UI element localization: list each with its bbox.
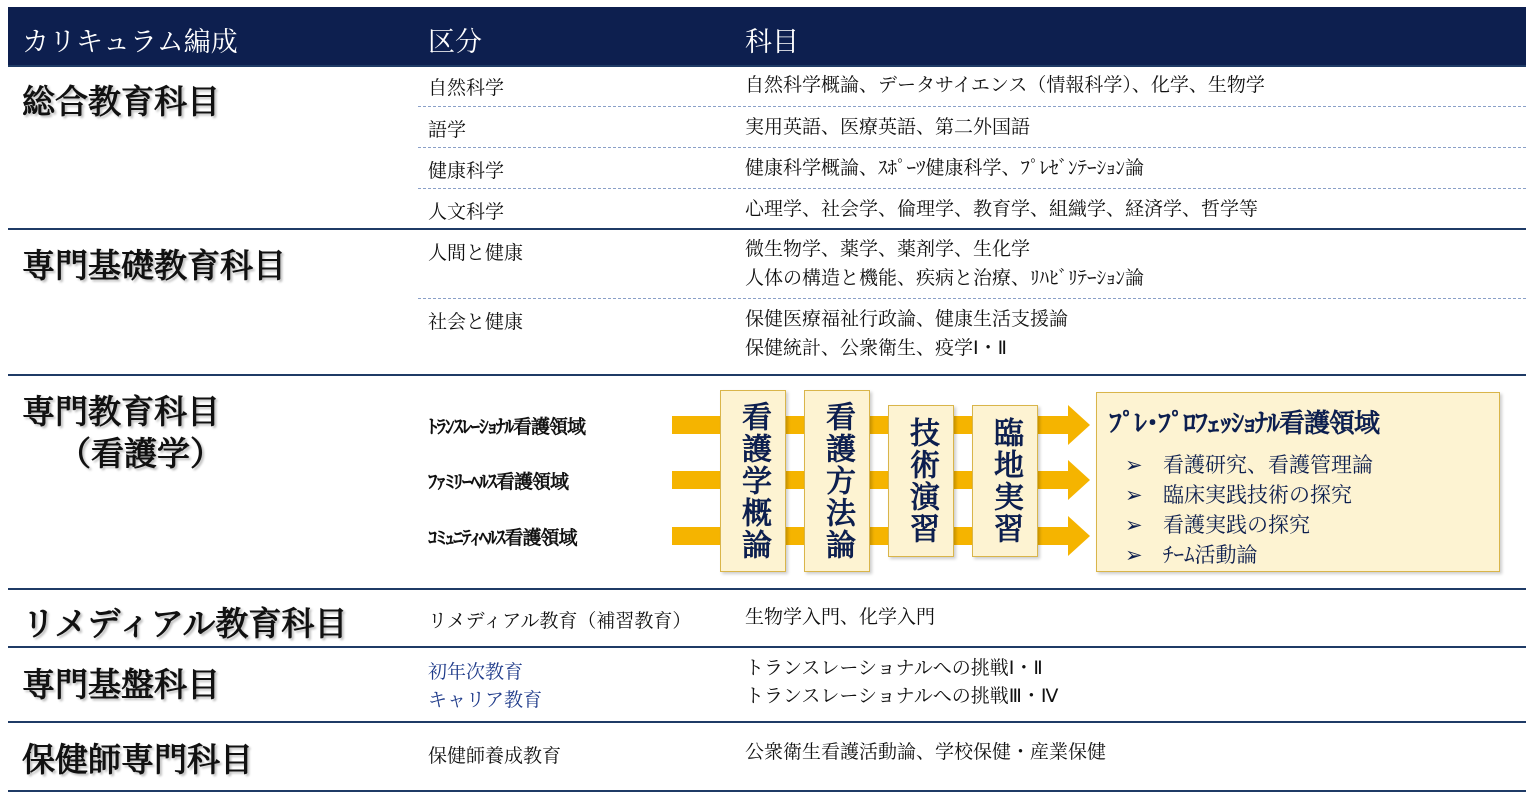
section-title-phn: 保健師専門科目: [22, 740, 253, 779]
separator: [8, 721, 1526, 723]
row-divider: [418, 188, 1526, 189]
section-title-remedial: リメディアル教育科目: [22, 604, 348, 643]
section-title-general: 総合教育科目: [22, 82, 220, 121]
subjects-language: 実用英語、医療英語、第二外国語: [745, 116, 1031, 138]
section-title-nursing: 専門教育科目: [22, 392, 220, 431]
subjects-society-health-2: 保健統計、公衆衛生、疫学Ⅰ・Ⅱ: [745, 337, 1007, 359]
separator: [8, 65, 1526, 67]
domain-family-health: ﾌｧﾐﾘｰﾍﾙｽ看護領域: [428, 471, 569, 493]
row-divider: [418, 106, 1526, 107]
subjects-remedial: 生物学入門、化学入門: [745, 606, 936, 628]
section-title-basic: 専門基礎教育科目: [22, 246, 286, 285]
category-humanities: 人文科学: [428, 201, 505, 223]
separator: [8, 588, 1526, 590]
box-skill-practice: 技術演習: [888, 405, 954, 557]
category-phn: 保健師養成教育: [428, 745, 562, 767]
row-divider: [418, 147, 1526, 148]
category-society-health: 社会と健康: [428, 311, 524, 333]
subjects-society-health-1: 保健医療福祉行政論、健康生活支援論: [745, 308, 1069, 330]
subjects-natural-science: 自然科学概論、データサイエンス（情報科学）、化学、生物学: [745, 74, 1265, 96]
subjects-translational-2: トランスレーショナルへの挑戦Ⅲ・Ⅳ: [745, 685, 1059, 707]
header-subjects: 科目: [745, 27, 799, 58]
table-header: [8, 7, 1526, 65]
bullet-arrow-icon: ➢: [1125, 453, 1143, 477]
subjects-health-science: 健康科学概論、ｽﾎﾟｰﾂ健康科学、ﾌﾟﾚｾﾞﾝﾃｰｼｮﾝ論: [745, 157, 1145, 179]
category-natural-science: 自然科学: [428, 77, 505, 99]
domain-community-health: ｺﾐｭﾆﾃｨﾍﾙｽ看護領域: [428, 527, 577, 549]
list-item: ➢ 臨床実践技術の探究: [1125, 483, 1352, 507]
category-health-science: 健康科学: [428, 160, 505, 182]
subjects-translational-1: トランスレーショナルへの挑戦Ⅰ・Ⅱ: [745, 657, 1043, 679]
section-title-foundation: 専門基盤科目: [22, 665, 220, 704]
box-nursing-intro: 看護学概論: [720, 390, 786, 572]
separator: [8, 790, 1526, 792]
pre-professional-title: ﾌﾟﾚ･ﾌﾟﾛﾌｪｯｼｮﾅﾙ看護領域: [1109, 409, 1380, 439]
category-career: キャリア教育: [428, 689, 543, 711]
subjects-human-health-1: 微生物学、薬学、薬剤学、生化学: [745, 238, 1031, 260]
category-first-year: 初年次教育: [428, 661, 524, 683]
pre-professional-box: [1096, 392, 1500, 572]
separator: [8, 374, 1526, 376]
subjects-humanities: 心理学、社会学、倫理学、教育学、組織学、経済学、哲学等: [745, 198, 1259, 220]
header-curriculum: カリキュラム編成: [22, 27, 238, 58]
bullet-arrow-icon: ➢: [1125, 483, 1143, 507]
box-clinical-practice: 臨地実習: [972, 405, 1038, 557]
row-divider: [418, 298, 1526, 299]
domain-translational: ﾄﾗﾝｽﾚｰｼｮﾅﾙ看護領域: [428, 416, 586, 438]
category-human-health: 人間と健康: [428, 242, 524, 264]
bullet-arrow-icon: ➢: [1125, 513, 1143, 537]
header-category: 区分: [428, 27, 482, 58]
subjects-human-health-2: 人体の構造と機能、疾病と治療、ﾘﾊﾋﾞﾘﾃｰｼｮﾝ論: [745, 267, 1145, 289]
category-remedial: リメディアル教育（補習教育）: [428, 610, 692, 632]
category-language: 語学: [428, 119, 467, 141]
list-item: ➢ ﾁｰﾑ活動論: [1125, 543, 1258, 567]
bullet-arrow-icon: ➢: [1125, 543, 1143, 567]
separator: [8, 228, 1526, 230]
box-nursing-methods: 看護方法論: [804, 390, 870, 572]
separator: [8, 646, 1526, 648]
list-item: ➢ 看護研究、看護管理論: [1125, 453, 1373, 477]
section-subtitle-nursing: （看護学）: [58, 434, 223, 473]
list-item: ➢ 看護実践の探究: [1125, 513, 1310, 537]
subjects-phn: 公衆衛生看護活動論、学校保健・産業保健: [745, 741, 1107, 763]
